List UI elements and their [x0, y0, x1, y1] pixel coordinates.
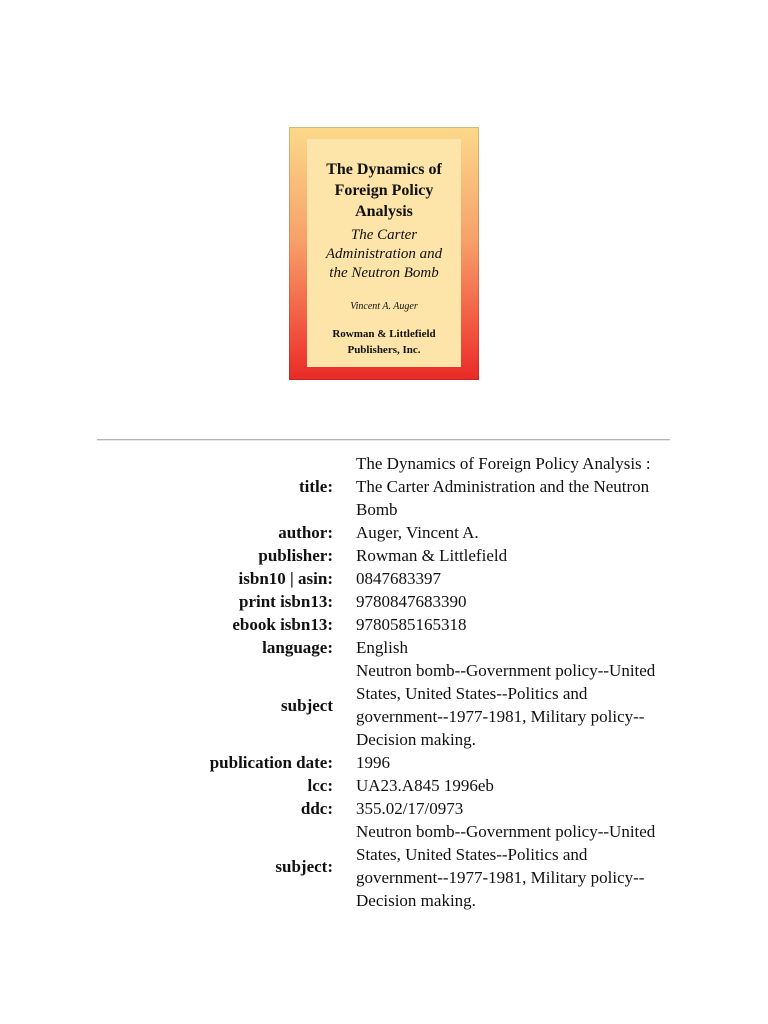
metadata-label: publisher:	[258, 546, 333, 565]
metadata-row-isbn10	[97, 567, 677, 590]
metadata-value: 9780847683390	[356, 592, 467, 611]
metadata-value: 1996	[356, 753, 390, 772]
metadata-label: subject	[281, 695, 333, 715]
metadata-row-subject	[97, 659, 677, 751]
cover-subtitle-line: the Neutron Bomb	[329, 265, 439, 281]
book-cover-image	[289, 127, 479, 380]
metadata-label: print isbn13:	[239, 592, 333, 611]
metadata-label: title:	[299, 477, 333, 496]
metadata-row-ddc	[97, 797, 677, 820]
cover-text-panel	[307, 139, 461, 367]
cover-publisher-line: Rowman & Littlefield	[332, 328, 436, 340]
horizontal-divider	[97, 439, 670, 441]
metadata-row-ebook-isbn13	[97, 613, 677, 636]
metadata-label: subject:	[275, 856, 333, 876]
cover-title-line: Analysis	[355, 203, 413, 220]
metadata-row-language	[97, 636, 677, 659]
cover-title	[307, 159, 461, 222]
cover-title-line: The Dynamics of	[326, 161, 442, 178]
metadata-label: ddc:	[300, 799, 333, 818]
metadata-label: ebook isbn13:	[232, 615, 333, 634]
cover-subtitle	[307, 226, 461, 283]
metadata-label: lcc:	[307, 776, 333, 795]
cover-title-line: Foreign Policy	[334, 182, 434, 199]
metadata-row-title	[97, 452, 677, 521]
metadata-row-subject-2	[97, 820, 677, 912]
metadata-row-publication-date	[97, 751, 677, 774]
metadata-row-author	[97, 521, 677, 544]
metadata-value: Rowman & Littlefield	[356, 546, 508, 565]
metadata-value: The Dynamics of Foreign Policy Analysis : The Carter Administration and the Neutron Bomb	[356, 454, 651, 519]
metadata-row-publisher	[97, 544, 677, 567]
metadata-label: author:	[278, 523, 333, 542]
metadata-label: isbn10 | asin:	[238, 569, 333, 588]
cover-publisher	[307, 326, 461, 358]
cover-publisher-line: Publishers, Inc.	[347, 344, 421, 356]
cover-subtitle-line: Administration and	[325, 246, 443, 262]
metadata-label: publication date:	[209, 753, 333, 772]
metadata-value: 9780585165318	[356, 615, 467, 634]
metadata-value: 0847683397	[356, 569, 441, 588]
metadata-row-print-isbn13	[97, 590, 677, 613]
cover-author: Vincent A. Auger	[350, 301, 418, 312]
metadata-value: Neutron bomb--Government policy--United States, United States--Politics and government--1977-1981, Military policy--Decision making.	[356, 661, 656, 749]
metadata-table	[97, 452, 677, 912]
cover-subtitle-line: The Carter	[350, 227, 418, 243]
metadata-value: English	[356, 638, 408, 657]
metadata-row-lcc	[97, 774, 677, 797]
metadata-label: language:	[262, 638, 333, 657]
metadata-value: UA23.A845 1996eb	[356, 776, 494, 795]
metadata-value: 355.02/17/0973	[356, 799, 464, 818]
metadata-value: Neutron bomb--Government policy--United States, United States--Politics and government--1977-1981, Military policy--Decision making.	[356, 822, 656, 910]
metadata-value: Auger, Vincent A.	[356, 523, 479, 542]
